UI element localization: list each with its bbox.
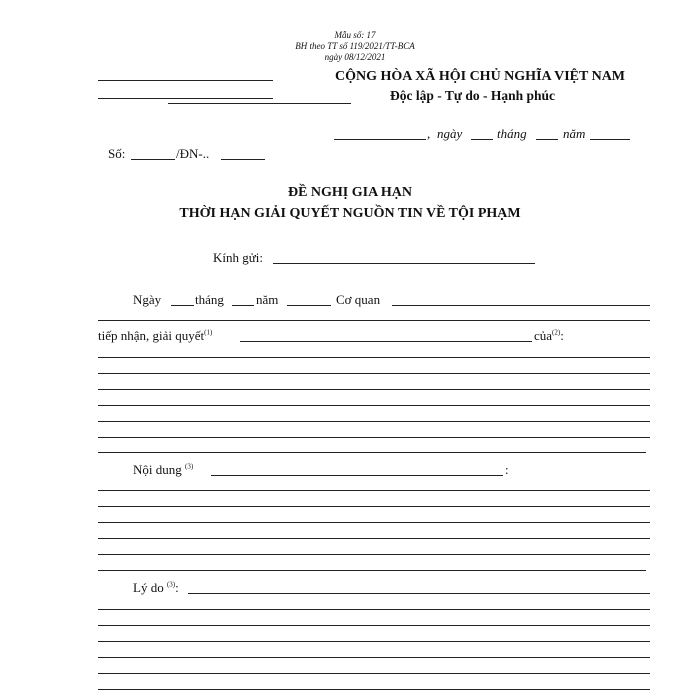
blank-line[interactable] [98,437,650,438]
number-suffix: /ĐN-.. [176,146,210,161]
of-colon: : [560,328,564,343]
body-month-label: tháng [195,292,224,307]
date-comma: , [427,126,431,141]
content-blank[interactable] [211,475,503,476]
form-circular: BH theo TT số 119/2021/TT-BCA [295,41,415,51]
date-year-blank[interactable] [590,139,630,140]
blank-line[interactable] [98,641,650,642]
reason-text: Lý do [133,580,164,595]
reason-note: (3) [166,580,176,589]
agency-blank-1[interactable] [98,80,273,81]
reason-colon: : [175,580,179,595]
blank-line[interactable] [98,570,646,571]
receive-label [98,328,212,344]
recipient-blank[interactable] [273,263,535,264]
content-text: Nội dung [133,462,182,477]
blank-line[interactable] [98,373,650,374]
blank-line[interactable] [98,689,650,690]
reason-blank[interactable] [188,593,650,594]
place-blank[interactable] [334,139,426,140]
blank-line[interactable] [98,554,650,555]
content-colon: : [505,462,509,477]
recipient-label: Kính gửi: [213,250,264,265]
date-day-label: ngày [437,126,463,141]
date-month-label: tháng [497,126,527,141]
blank-line[interactable] [98,522,650,523]
number-blank[interactable] [131,159,175,160]
blank-line[interactable] [98,673,650,674]
receive-note: (1) [204,328,213,337]
agency-blank-2[interactable] [98,98,273,99]
national-motto: Độc lập - Tự do - Hạnh phúc [390,88,556,103]
blank-line[interactable] [98,405,650,406]
date-month-blank[interactable] [536,139,558,140]
blank-line[interactable] [98,538,650,539]
blank-line[interactable] [98,389,650,390]
of-note: (2) [552,328,561,337]
blank-line[interactable] [98,625,650,626]
blank-line[interactable] [98,506,650,507]
body-agency-label: Cơ quan [336,292,381,307]
document-title-line2: THỜI HẠN GIẢI QUYẾT NGUỒN TIN VỀ TỘI PHẠM [179,206,521,221]
number-suffix-blank[interactable] [221,159,265,160]
body-year-blank[interactable] [287,305,331,306]
blank-line[interactable] [98,357,650,358]
reason-label [133,580,179,596]
blank-line[interactable] [98,657,650,658]
body-blank-line[interactable] [98,320,650,321]
body-day-blank[interactable] [171,305,194,306]
of-label [534,328,564,344]
blank-line[interactable] [98,452,646,453]
form-number: Mẫu số: 17 [334,30,376,40]
date-day-blank[interactable] [471,139,493,140]
number-label: Số: [108,146,126,161]
document-title-line1: ĐỀ NGHỊ GIA HẠN [287,185,413,200]
blank-line[interactable] [98,490,650,491]
body-agency-blank[interactable] [392,305,650,306]
blank-line[interactable] [98,609,650,610]
date-year-label: năm [563,126,586,141]
body-year-label: năm [256,292,279,307]
content-label [133,462,193,478]
blank-line[interactable] [98,421,650,422]
of-text: của [534,328,553,343]
receive-blank[interactable] [240,341,532,342]
national-title: CỘNG HÒA XÃ HỘI CHỦ NGHĨA VIỆT NAM [335,69,626,84]
content-note: (3) [185,462,194,471]
agency-underline [168,103,351,104]
body-day-label: Ngày [133,292,162,307]
receive-text: tiếp nhận, giải quyết [98,328,205,343]
form-date: ngày 08/12/2021 [324,52,386,62]
body-month-blank[interactable] [232,305,254,306]
